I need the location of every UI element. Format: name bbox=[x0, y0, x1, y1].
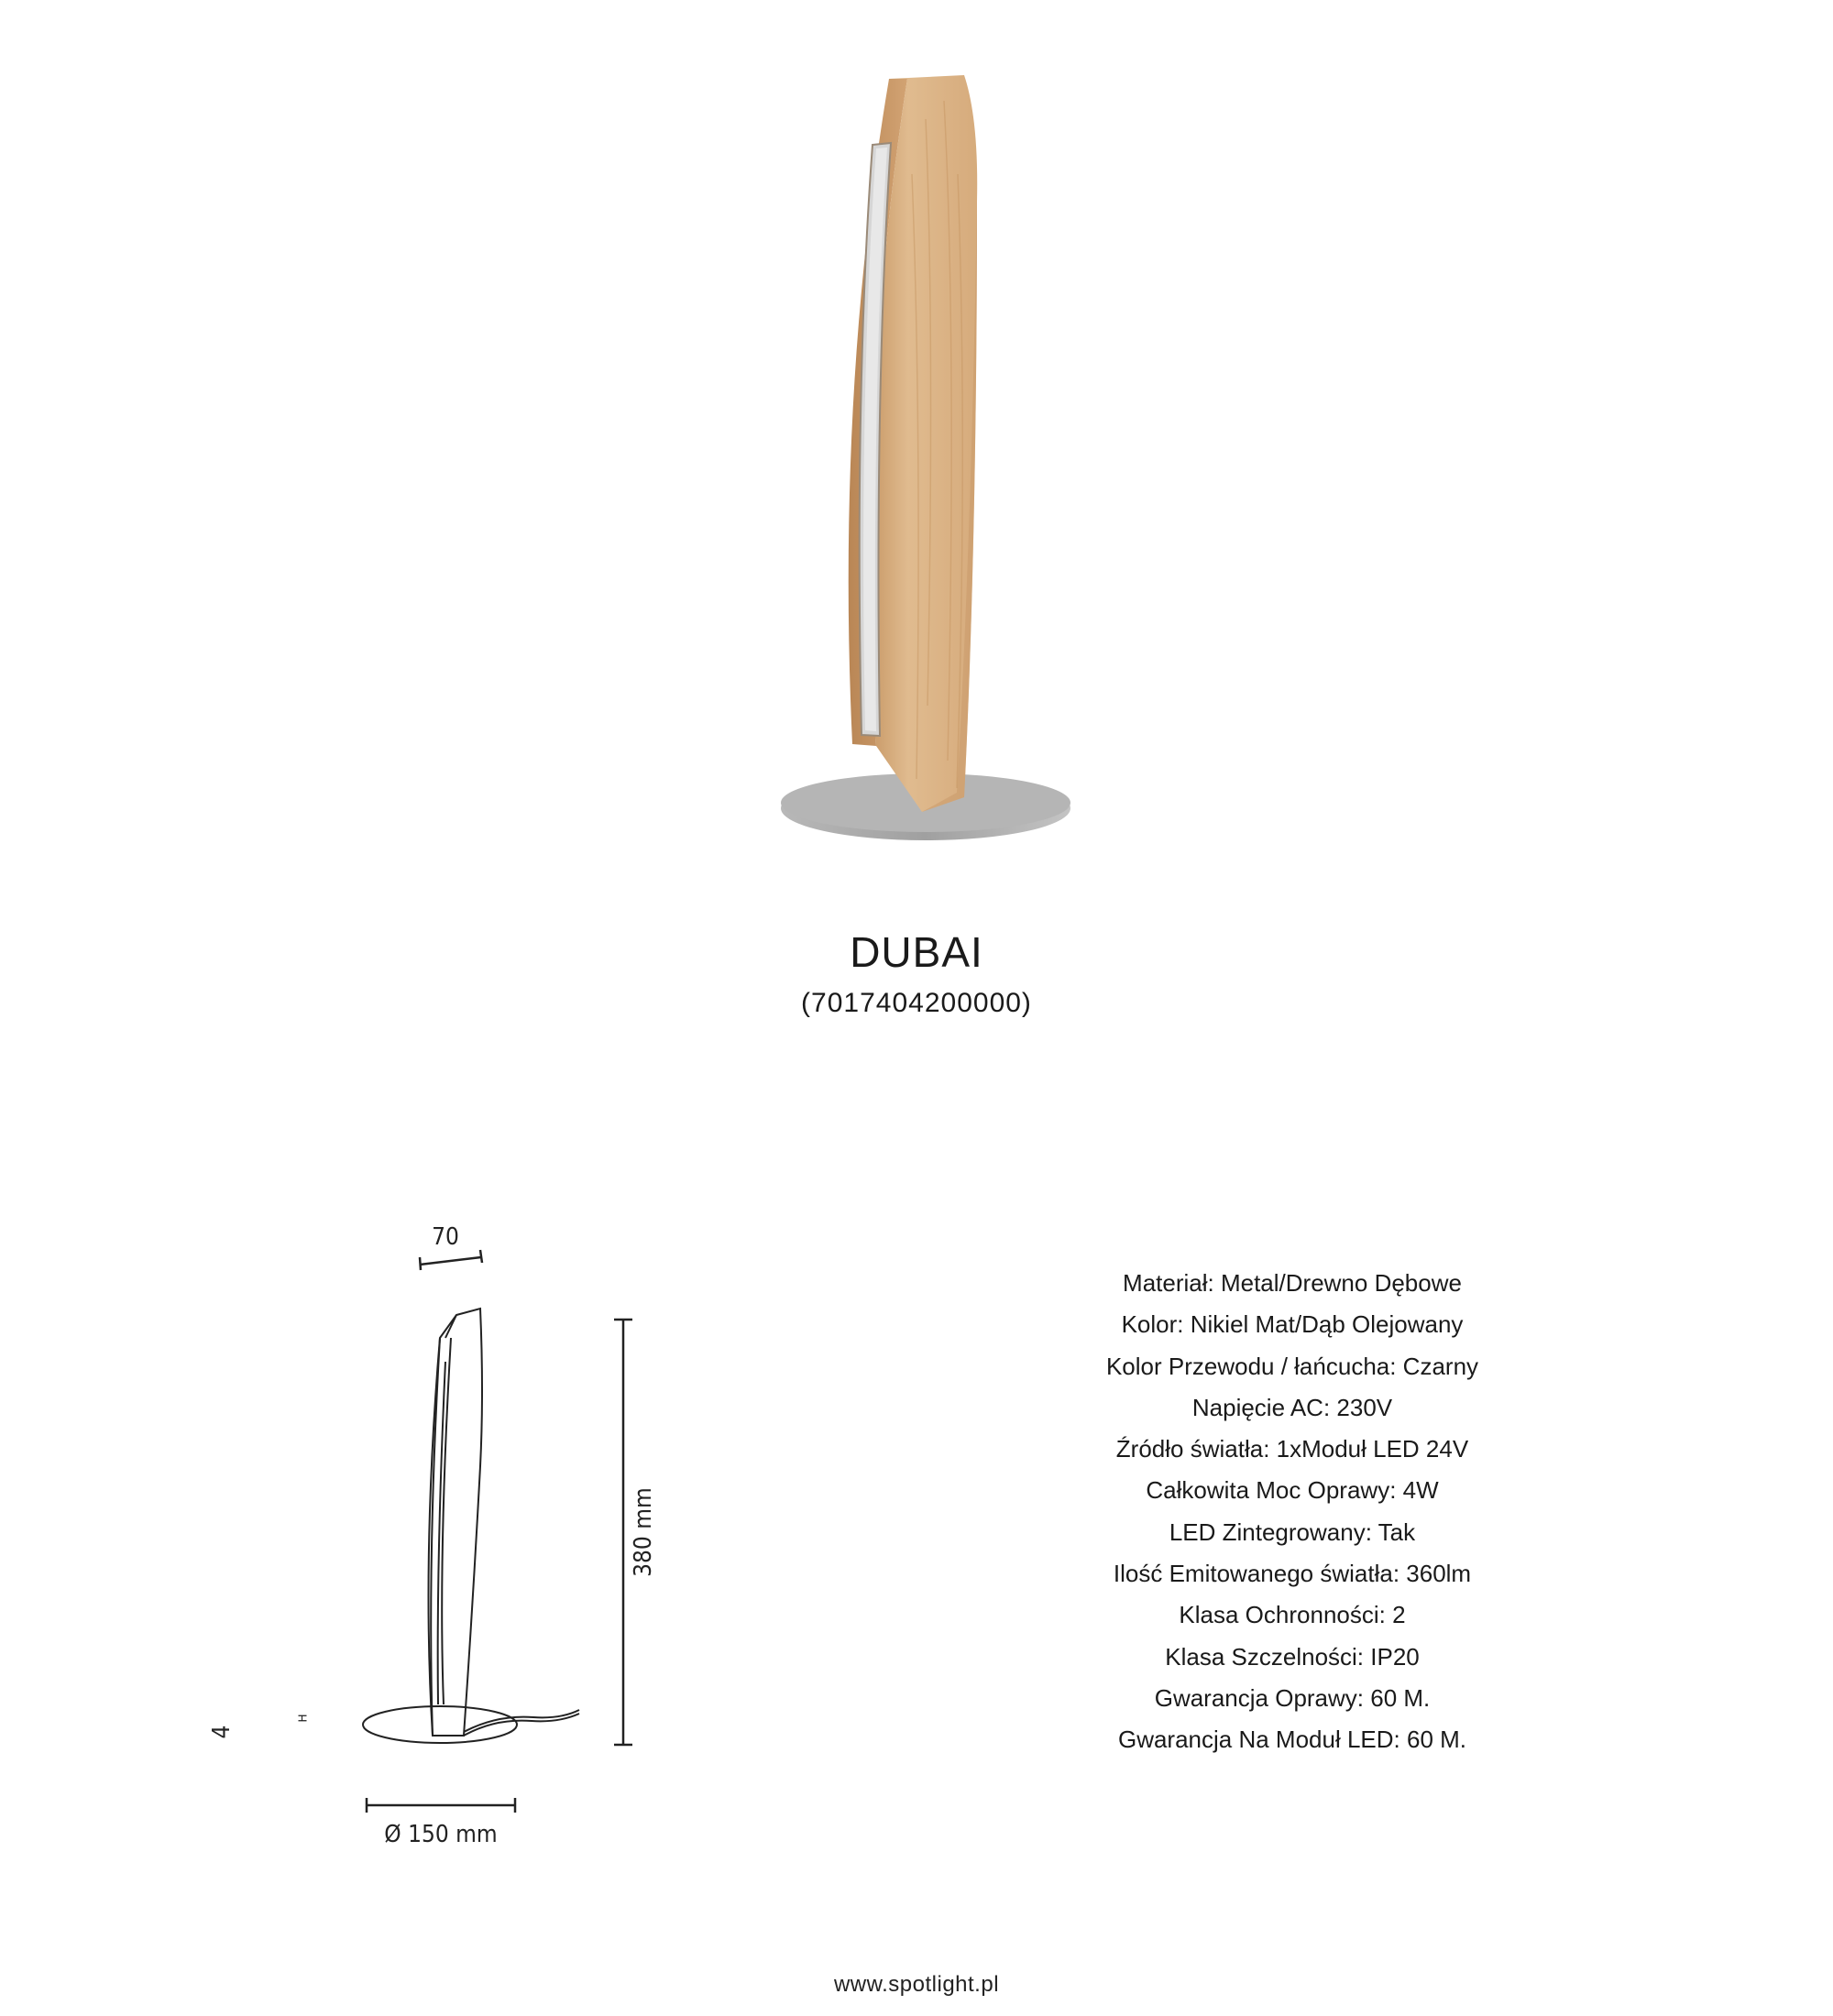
lamp-photo bbox=[761, 64, 1072, 861]
base-height-label: 4 bbox=[208, 1725, 236, 1739]
spec-lumen: Ilość Emitowanego światła: 360lm bbox=[1113, 1560, 1472, 1588]
width-label: 70 bbox=[432, 1223, 459, 1251]
product-code: (7017404200000) bbox=[801, 988, 1032, 1018]
spec-power: Całkowita Moc Oprawy: 4W bbox=[1146, 1476, 1439, 1505]
lamp-outline bbox=[363, 1309, 579, 1743]
product-name: DUBAI bbox=[850, 928, 983, 976]
technical-drawing bbox=[208, 1191, 678, 1851]
spec-material: Materiał: Metal/Drewno Dębowe bbox=[1123, 1269, 1462, 1297]
height-label: 380 mm bbox=[630, 1487, 657, 1577]
spec-cable-color: Kolor Przewodu / łańcucha: Czarny bbox=[1105, 1352, 1479, 1380]
spec-protection-class: Klasa Ochronności: 2 bbox=[1179, 1601, 1406, 1629]
spec-led-integrated: LED Zintegrowany: Tak bbox=[1169, 1517, 1416, 1546]
diameter-label: Ø 150 mm bbox=[384, 1821, 498, 1848]
spec-light-source: Źródło światła: 1xModuł LED 24V bbox=[1115, 1435, 1469, 1463]
spec-list bbox=[1081, 1263, 1503, 1761]
diameter-dimension bbox=[367, 1798, 515, 1813]
spec-warranty-fixture: Gwarancja Oprawy: 60 M. bbox=[1154, 1683, 1431, 1712]
spec-ip-rating: Klasa Szczelności: IP20 bbox=[1165, 1642, 1420, 1671]
footer-url[interactable]: www.spotlight.pl bbox=[833, 1972, 1000, 1997]
width-dimension bbox=[420, 1250, 482, 1270]
spec-color: Kolor: Nikiel Mat/Dąb Olejowany bbox=[1121, 1310, 1464, 1339]
base-height-unit: H bbox=[296, 1714, 310, 1723]
spec-voltage: Napięcie AC: 230V bbox=[1191, 1393, 1393, 1421]
spec-warranty-led: Gwarancja Na Moduł LED: 60 M. bbox=[1117, 1726, 1467, 1754]
